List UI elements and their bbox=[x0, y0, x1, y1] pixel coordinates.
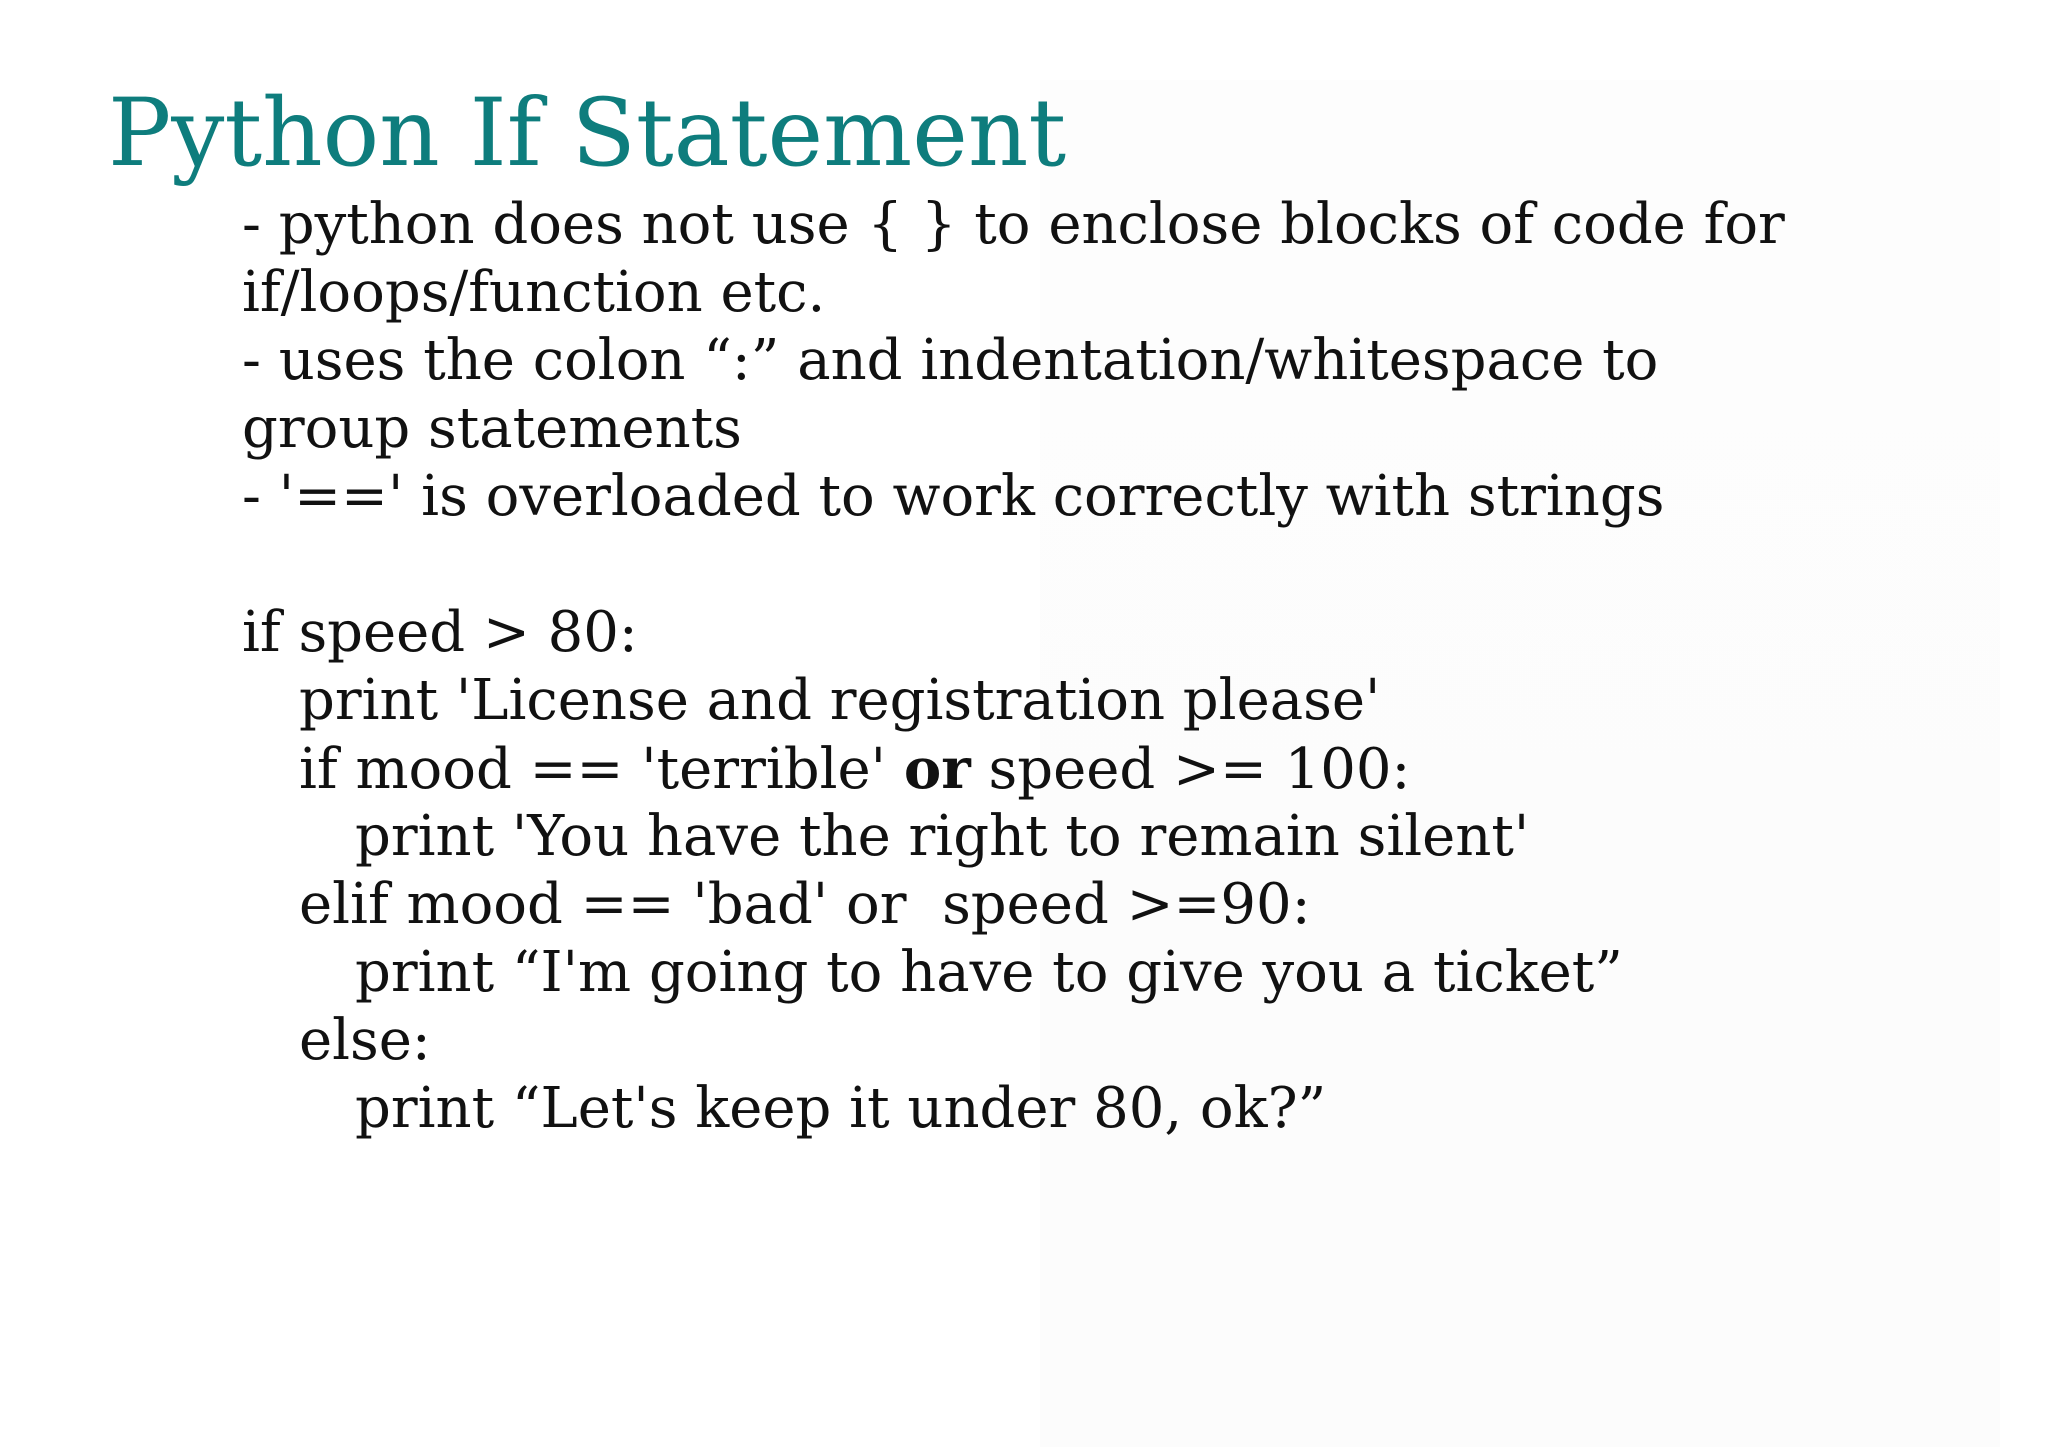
spacer bbox=[242, 531, 1962, 599]
bullet-line: if/loops/function etc. bbox=[242, 260, 826, 325]
code-line: else: bbox=[299, 1008, 431, 1073]
code-text: speed >= 100: bbox=[970, 737, 1411, 802]
code-line: print 'You have the right to remain silent' bbox=[355, 804, 1530, 869]
code-line bbox=[242, 735, 1962, 803]
bullet-line: - uses the colon “:” and indentation/whitespace to bbox=[242, 328, 1659, 393]
bullet-line: - '==' is overloaded to work correctly with strings bbox=[242, 464, 1665, 529]
code-line: print “Let's keep it under 80, ok?” bbox=[355, 1076, 1327, 1141]
slide-title: Python If Statement bbox=[108, 79, 1067, 188]
bullet-line: - python does not use { } to enclose blocks of code for bbox=[242, 192, 1785, 257]
code-text: if mood == 'terrible' bbox=[299, 737, 904, 802]
code-line: print 'License and registration please' bbox=[299, 668, 1381, 733]
code-line: print “I'm going to have to give you a ticket” bbox=[355, 940, 1623, 1005]
code-line: if speed > 80: bbox=[242, 600, 638, 665]
code-line: elif mood == 'bad' or speed >=90: bbox=[299, 872, 1311, 937]
bullet-line: group statements bbox=[242, 396, 742, 461]
bold-or-keyword: or bbox=[903, 736, 971, 802]
slide-body bbox=[242, 191, 1962, 1143]
